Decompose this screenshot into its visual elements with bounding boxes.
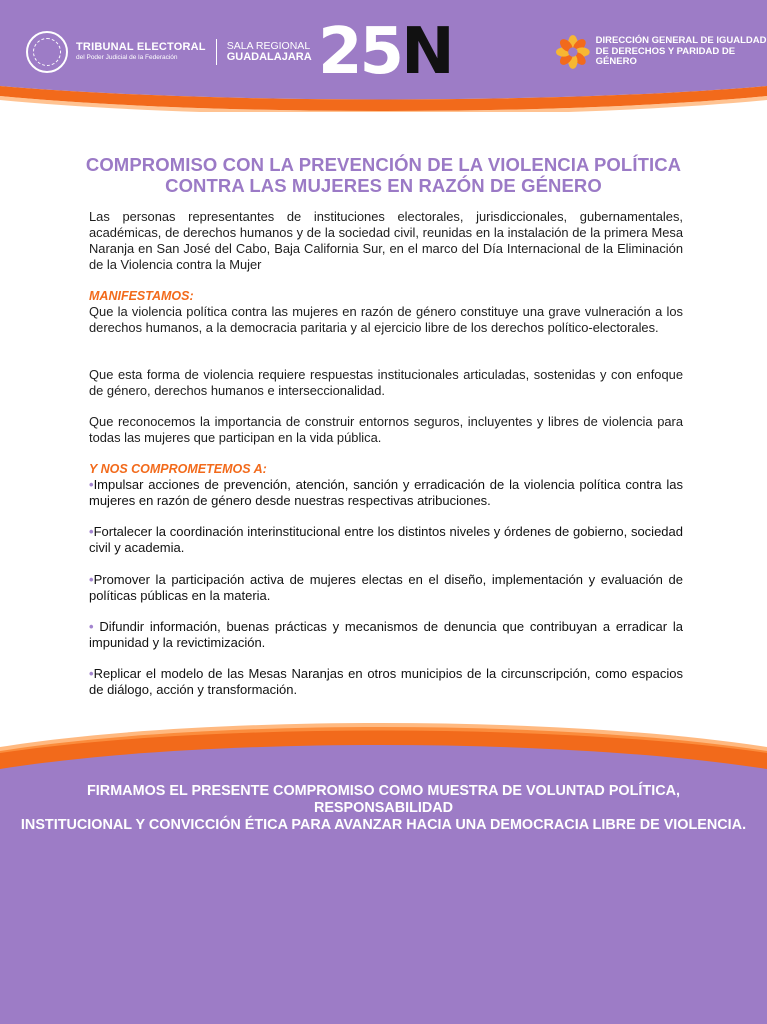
- footer-line1: FIRMAMOS EL PRESENTE COMPROMISO COMO MUESTRA DE VOLUNTAD POLÍTICA, RESPONSABILIDAD: [87, 783, 680, 816]
- manifestamos-label: MANIFESTAMOS:: [89, 289, 194, 303]
- direccion-logo: [556, 32, 767, 72]
- sala-line2: GUADALAJARA: [226, 50, 312, 63]
- compromiso-text-2: Fortalecer la coordinación interinstitucional entre los distintos niveles y órdenes de gobierno, sociedad civil y academia.: [89, 524, 683, 556]
- seal-icon: [26, 31, 68, 73]
- manifestamos-paragraph-2: Que esta forma de violencia requiere respuestas institucionales articuladas, sostenidas y con enfoque de género, derechos humanos e interseccionalidad.: [89, 367, 683, 398]
- footer-line2: INSTITUCIONAL Y CONVICCIÓN ÉTICA PARA AVANZAR HACIA UNA DEMOCRACIA LIBRE DE VIOLENCIA.: [20, 817, 747, 833]
- compromiso-text-4: Difundir información, buenas prácticas y mecanismos de denuncia que contribuyan a erradicar la impunidad y la revictimización.: [89, 619, 683, 651]
- tribunal-logo: [26, 30, 312, 74]
- compromiso-item-5: [89, 666, 683, 698]
- sala-name: [227, 41, 312, 64]
- compromiso-text-1: Impulsar acciones de prevención, atención, sanción y erradicación de la violencia política contra las mujeres en razón de género desde nuestras respectivas atribuciones.: [89, 477, 683, 509]
- direccion-line1: DIRECCIÓN GENERAL DE IGUALDAD: [595, 34, 767, 46]
- tribunal-line2: del Poder Judicial de la Federación: [76, 54, 178, 62]
- intro-paragraph: Las personas representantes de instituciones electorales, jurisdiccionales, gubernamentales, académicas, de derechos humanos y de la sociedad civil, reunidas en la instalación de la primera Mesa Naranja en San José del Cabo, Baja California Sur, en el marco del Día Internacional de la Eliminación de la Violencia contra la Mujer: [89, 209, 683, 272]
- direccion-name: [596, 36, 767, 69]
- compromiso-item-4: [89, 619, 683, 651]
- bullet-icon: •: [89, 666, 94, 681]
- logo-25n: [318, 15, 452, 89]
- tribunal-line1: TRIBUNAL ELECTORAL: [76, 41, 206, 54]
- bullet-icon: •: [89, 524, 94, 539]
- bullet-icon: •: [89, 619, 94, 634]
- title-line2: CONTRA LAS MUJERES EN RAZÓN DE GÉNERO: [165, 175, 602, 196]
- tribunal-name: [76, 42, 206, 62]
- compromiso-item-1: [89, 477, 683, 509]
- direccion-line2: DE DERECHOS Y PARIDAD DE GÉNERO: [595, 45, 736, 68]
- logo-25n-number: 25: [318, 15, 402, 89]
- document-title: [40, 154, 727, 196]
- header-banner: [0, 0, 767, 112]
- compromisos-label: Y NOS COMPROMETEMOS A:: [89, 462, 267, 476]
- compromiso-item-2: [89, 524, 683, 556]
- footer-wave-background: [0, 705, 767, 1024]
- footer-banner: [0, 705, 767, 1024]
- logo-25n-letter: N: [401, 15, 452, 89]
- bullet-icon: •: [89, 477, 94, 492]
- manifestamos-paragraph-1: Que la violencia política contra las mujeres en razón de género constituye una grave vulneración a los derechos humanos, a la democracia paritaria y al ejercicio libre de los derechos político-electorales.: [89, 304, 683, 335]
- logo-divider: [216, 39, 217, 65]
- manifestamos-paragraph-3: Que reconocemos la importancia de construir entornos seguros, incluyentes y libres de violencia para todas las mujeres que participan en la vida pública.: [89, 414, 683, 445]
- title-line1: COMPROMISO CON LA PREVENCIÓN DE LA VIOLENCIA POLÍTICA: [85, 154, 682, 175]
- compromiso-text-5: Replicar el modelo de las Mesas Naranjas en otros municipios de la circunscripción, como espacios de diálogo, acción y transformación.: [89, 666, 683, 698]
- bullet-icon: •: [89, 572, 94, 587]
- compromiso-text-3: Promover la participación activa de mujeres electas en el diseño, implementación y evaluación de políticas públicas en la materia.: [89, 572, 683, 604]
- footer-statement: [20, 783, 747, 834]
- sala-line1: SALA REGIONAL: [226, 39, 311, 52]
- flower-icon: [556, 34, 590, 70]
- compromiso-item-3: [89, 572, 683, 604]
